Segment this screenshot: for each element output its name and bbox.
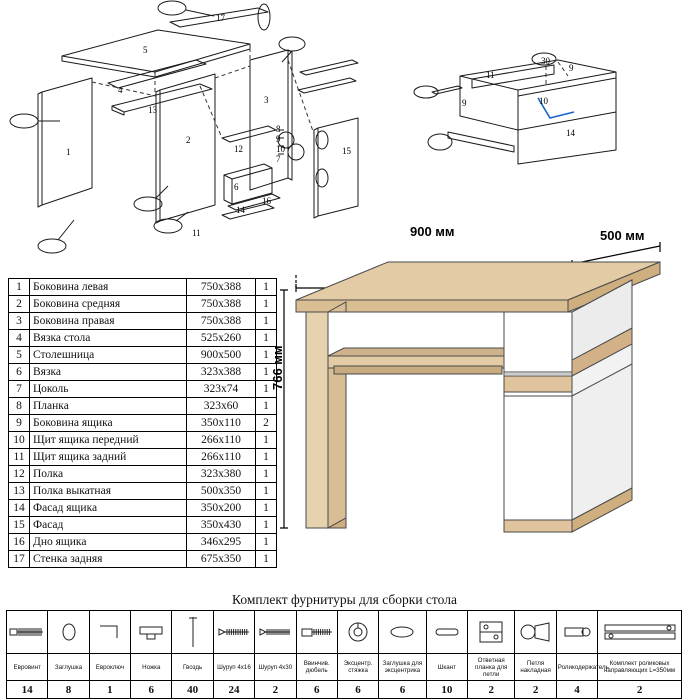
parts-cell-num: 14 — [9, 500, 30, 517]
hardware-count: 8 — [48, 681, 89, 699]
parts-cell-nm: Фасад ящика — [30, 500, 187, 517]
parts-cell-qt: 1 — [256, 330, 277, 347]
parts-cell-qt: 1 — [256, 381, 277, 398]
svg-text:11: 11 — [192, 228, 201, 238]
parts-table-row — [9, 347, 277, 364]
svg-text:30: 30 — [541, 56, 550, 66]
svg-text:17: 17 — [216, 13, 225, 23]
hardware-count: 4 — [556, 681, 597, 699]
screw-in-dowel-icon — [296, 611, 337, 654]
hardware-count: 2 — [468, 681, 515, 699]
depth-dimension-label: 500 мм — [600, 228, 645, 243]
parts-cell-dim: 750х388 — [187, 313, 256, 330]
parts-cell-qt: 2 — [256, 415, 277, 432]
parts-cell-qt: 1 — [256, 279, 277, 296]
allen-key-icon — [89, 611, 130, 654]
parts-cell-dim: 750х388 — [187, 279, 256, 296]
hardware-name: Ввинчив. дюбель — [296, 654, 337, 681]
screw-4x16-icon — [213, 611, 254, 654]
parts-cell-num: 4 — [9, 330, 30, 347]
svg-text:6: 6 — [234, 182, 239, 192]
foot-icon — [131, 611, 172, 654]
parts-cell-num: 1 — [9, 279, 30, 296]
svg-text:1: 1 — [66, 147, 71, 157]
hardware-count: 6 — [131, 681, 172, 699]
hardware-name: Шуруп 4х30 — [255, 654, 296, 681]
parts-cell-dim: 500х350 — [187, 483, 256, 500]
parts-table — [8, 278, 277, 568]
svg-text:14: 14 — [566, 128, 575, 138]
parts-cell-qt: 1 — [256, 398, 277, 415]
parts-cell-dim: 323х60 — [187, 398, 256, 415]
parts-cell-nm: Планка — [30, 398, 187, 415]
svg-text:10: 10 — [539, 96, 548, 106]
hardware-count: 6 — [379, 681, 426, 699]
parts-cell-num: 16 — [9, 534, 30, 551]
parts-cell-num: 2 — [9, 296, 30, 313]
euro-screw-icon — [7, 611, 48, 654]
parts-cell-qt: 1 — [256, 534, 277, 551]
screw-4x30-icon — [255, 611, 296, 654]
parts-cell-dim: 900х500 — [187, 347, 256, 364]
hardware-name: Шуруп 4х16 — [213, 654, 254, 681]
hardware-count: 24 — [213, 681, 254, 699]
exploded-desk-diagram — [0, 0, 400, 265]
svg-text:9: 9 — [276, 134, 281, 144]
parts-cell-qt: 1 — [256, 551, 277, 568]
parts-table-row — [9, 381, 277, 398]
parts-cell-nm: Стенка задняя — [30, 551, 187, 568]
eccentric-tie-icon — [337, 611, 378, 654]
parts-table-row — [9, 296, 277, 313]
parts-cell-num: 17 — [9, 551, 30, 568]
parts-cell-dim: 266х110 — [187, 432, 256, 449]
svg-text:12: 12 — [234, 144, 243, 154]
hinge-plate-icon — [468, 611, 515, 654]
parts-cell-dim: 675х350 — [187, 551, 256, 568]
svg-text:11: 11 — [486, 70, 495, 80]
parts-table-row — [9, 432, 277, 449]
parts-table-row — [9, 517, 277, 534]
parts-cell-num: 9 — [9, 415, 30, 432]
hardware-count: 2 — [515, 681, 556, 699]
parts-table-row — [9, 551, 277, 568]
parts-cell-nm: Дно ящика — [30, 534, 187, 551]
parts-cell-dim: 525х260 — [187, 330, 256, 347]
hardware-count: 1 — [89, 681, 130, 699]
parts-cell-nm: Вязка — [30, 364, 187, 381]
hardware-name: Петля накладная — [515, 654, 556, 681]
parts-table-row — [9, 330, 277, 347]
hardware-count: 40 — [172, 681, 213, 699]
parts-cell-dim: 350х110 — [187, 415, 256, 432]
hardware-name: Комплект роликовых направляющих L=350мм — [598, 654, 682, 681]
parts-cell-dim: 266х110 — [187, 449, 256, 466]
slide-rails-icon — [598, 611, 682, 654]
svg-text:10: 10 — [276, 144, 285, 154]
parts-cell-num: 6 — [9, 364, 30, 381]
hardware-name: Шкант — [426, 654, 467, 681]
parts-cell-dim: 323х74 — [187, 381, 256, 398]
hardware-name: Гвоздь — [172, 654, 213, 681]
parts-cell-num: 13 — [9, 483, 30, 500]
parts-cell-dim: 323х380 — [187, 466, 256, 483]
hardware-kit-table — [6, 610, 682, 699]
parts-table-row — [9, 415, 277, 432]
height-dimension-label: 766 мм — [270, 345, 285, 390]
parts-table-row — [9, 279, 277, 296]
svg-text:14: 14 — [236, 205, 245, 215]
parts-cell-nm: Фасад — [30, 517, 187, 534]
drawer-detail-diagram — [398, 46, 683, 166]
parts-table-row — [9, 313, 277, 330]
svg-text:13: 13 — [148, 105, 157, 115]
parts-cell-num: 10 — [9, 432, 30, 449]
parts-cell-num: 5 — [9, 347, 30, 364]
parts-cell-qt: 1 — [256, 296, 277, 313]
parts-cell-num: 11 — [9, 449, 30, 466]
parts-table-row — [9, 466, 277, 483]
parts-cell-num: 3 — [9, 313, 30, 330]
hardware-count: 14 — [7, 681, 48, 699]
parts-cell-qt: 1 — [256, 364, 277, 381]
parts-cell-nm: Боковина левая — [30, 279, 187, 296]
svg-text:8: 8 — [276, 124, 281, 134]
hardware-count: 6 — [337, 681, 378, 699]
finished-desk-drawing — [272, 228, 682, 558]
parts-cell-dim: 350х430 — [187, 517, 256, 534]
hardware-count: 2 — [598, 681, 682, 699]
svg-text:3: 3 — [264, 95, 269, 105]
parts-table-row — [9, 534, 277, 551]
nail-icon — [172, 611, 213, 654]
parts-cell-num: 12 — [9, 466, 30, 483]
svg-text:16: 16 — [262, 196, 271, 206]
parts-cell-qt: 1 — [256, 432, 277, 449]
parts-cell-nm: Вязка стола — [30, 330, 187, 347]
svg-text:9: 9 — [462, 98, 467, 108]
parts-cell-nm: Боковина ящика — [30, 415, 187, 432]
svg-text:4: 4 — [118, 85, 123, 95]
hardware-count: 10 — [426, 681, 467, 699]
hardware-name: Роликодержатель — [556, 654, 597, 681]
parts-cell-qt: 1 — [256, 449, 277, 466]
parts-cell-dim: 346х295 — [187, 534, 256, 551]
parts-table-row — [9, 500, 277, 517]
parts-cell-nm: Щит ящика передний — [30, 432, 187, 449]
parts-cell-dim: 350х200 — [187, 500, 256, 517]
svg-text:15: 15 — [342, 146, 351, 156]
hardware-name: Евроключ — [89, 654, 130, 681]
parts-table-row — [9, 483, 277, 500]
hardware-count: 6 — [296, 681, 337, 699]
parts-cell-nm: Боковина средняя — [30, 296, 187, 313]
parts-cell-nm: Щит ящика задний — [30, 449, 187, 466]
svg-text:9: 9 — [569, 63, 574, 73]
parts-cell-qt: 1 — [256, 517, 277, 534]
svg-text:5: 5 — [143, 45, 148, 55]
hardware-name: Ножка — [131, 654, 172, 681]
parts-cell-qt: 1 — [256, 347, 277, 364]
cap-icon — [48, 611, 89, 654]
parts-cell-num: 7 — [9, 381, 30, 398]
parts-cell-nm: Цоколь — [30, 381, 187, 398]
svg-text:2: 2 — [186, 135, 191, 145]
parts-cell-dim: 323х388 — [187, 364, 256, 381]
parts-cell-qt: 1 — [256, 313, 277, 330]
hinge-icon — [515, 611, 556, 654]
parts-table-row — [9, 364, 277, 381]
parts-cell-qt: 1 — [256, 483, 277, 500]
parts-table-row — [9, 398, 277, 415]
dowel-icon — [426, 611, 467, 654]
parts-table-row — [9, 449, 277, 466]
parts-cell-qt: 1 — [256, 466, 277, 483]
parts-cell-nm: Полка — [30, 466, 187, 483]
hardware-name: Эксцентр. стяжка — [337, 654, 378, 681]
parts-cell-nm: Столешница — [30, 347, 187, 364]
parts-cell-num: 8 — [9, 398, 30, 415]
eccentric-cap-icon — [379, 611, 426, 654]
parts-cell-nm: Боковина правая — [30, 313, 187, 330]
parts-cell-nm: Полка выкатная — [30, 483, 187, 500]
hardware-name: Заглушка для эксцентрика — [379, 654, 426, 681]
hardware-name: Заглушка — [48, 654, 89, 681]
hardware-count: 2 — [255, 681, 296, 699]
hardware-kit-title: Комплект фурнитуры для сборки стола — [232, 592, 457, 607]
parts-cell-dim: 750х388 — [187, 296, 256, 313]
parts-cell-qt: 1 — [256, 500, 277, 517]
width-dimension-label: 900 мм — [410, 224, 455, 239]
hardware-name: Ответная планка для петли — [468, 654, 515, 681]
svg-text:7: 7 — [276, 154, 281, 164]
roller-holder-icon — [556, 611, 597, 654]
parts-cell-num: 15 — [9, 517, 30, 534]
hardware-name: Евровинт — [7, 654, 48, 681]
